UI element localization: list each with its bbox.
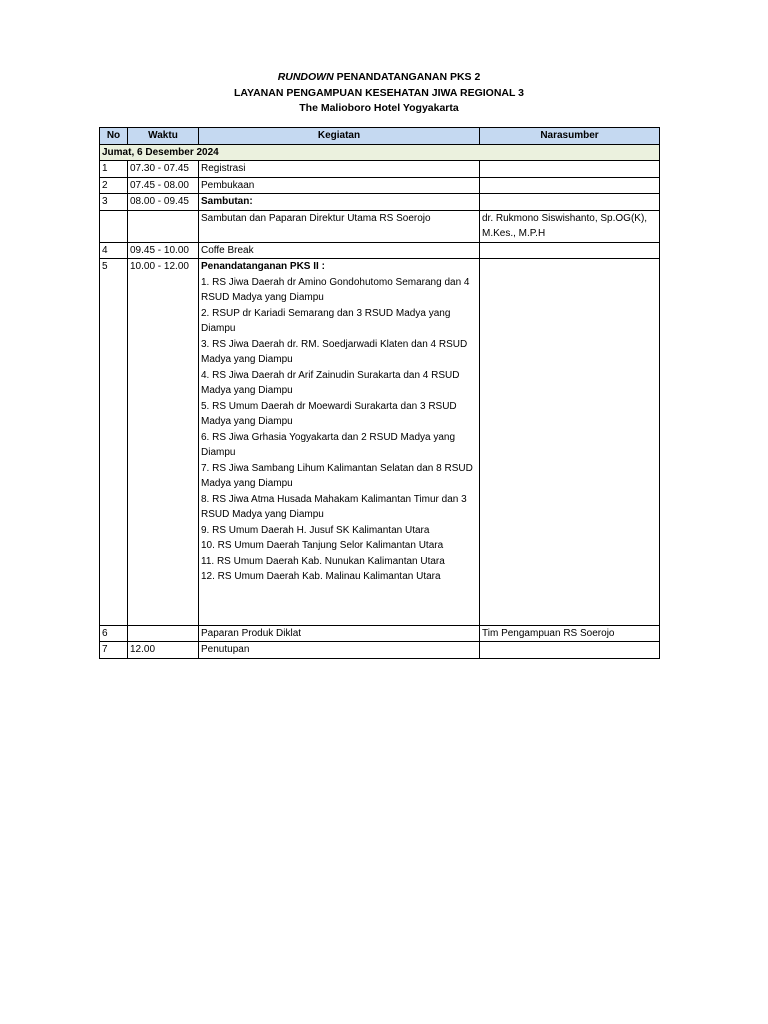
table-row <box>100 194 660 211</box>
cell-no: 6 <box>100 625 128 642</box>
cell-narasumber <box>480 642 660 659</box>
cell-no: 3 <box>100 194 128 211</box>
list-item: 5. RS Umum Daerah dr Moewardi Surakarta dan 3 RSUD Madya yang Diampu <box>201 400 457 427</box>
col-header-waktu: Waktu <box>128 128 199 145</box>
col-header-narasumber: Narasumber <box>480 128 660 145</box>
cell-no <box>100 210 128 242</box>
cell-kegiatan <box>199 259 480 626</box>
cell-kegiatan: Sambutan dan Paparan Direktur Utama RS Soerojo <box>199 210 480 242</box>
table-row <box>100 642 660 659</box>
col-header-no: No <box>100 128 128 145</box>
cell-waktu: 10.00 - 12.00 <box>128 259 199 626</box>
title-line-3: The Malioboro Hotel Yogyakarta <box>299 102 459 114</box>
title-rest: PENANDATANGANAN PKS 2 <box>333 71 481 83</box>
cell-waktu: 07.45 - 08.00 <box>128 177 199 194</box>
list-item: 6. RS Jiwa Grhasia Yogyakarta dan 2 RSUD Madya yang Diampu <box>201 431 456 458</box>
day-label: Jumat, 6 Desember 2024 <box>100 144 660 161</box>
list-item: 7. RS Jiwa Sambang Lihum Kalimantan Selatan dan 8 RSUD Madya yang Diampu <box>201 462 473 489</box>
list-item: 11. RS Umum Daerah Kab. Nunukan Kalimantan Utara <box>201 555 445 567</box>
day-row <box>100 144 660 161</box>
cell-no: 2 <box>100 177 128 194</box>
cell-narasumber: Tim Pengampuan RS Soerojo <box>480 625 660 642</box>
cell-narasumber <box>480 177 660 194</box>
cell-waktu: 12.00 <box>128 642 199 659</box>
list-item: 10. RS Umum Daerah Tanjung Selor Kalimantan Utara <box>201 540 444 551</box>
cell-narasumber <box>480 259 660 626</box>
list-item: 3. RS Jiwa Daerah dr. RM. Soedjarwadi Klaten dan 4 RSUD Madya yang Diampu <box>201 338 468 365</box>
cell-waktu: 08.00 - 09.45 <box>128 194 199 211</box>
cell-kegiatan: Penutupan <box>199 642 480 659</box>
table-row <box>100 242 660 259</box>
table-row <box>100 625 660 642</box>
list-item: 9. RS Umum Daerah H. Jusuf SK Kalimantan Utara <box>201 524 430 536</box>
cell-kegiatan: Sambutan: <box>199 194 480 211</box>
title-line-1 <box>99 70 659 86</box>
cell-narasumber <box>480 194 660 211</box>
cell-narasumber <box>480 161 660 178</box>
rundown-table <box>99 127 660 659</box>
cell-no: 4 <box>100 242 128 259</box>
cell-spacer <box>201 585 477 625</box>
list-item: 4. RS Jiwa Daerah dr Arif Zainudin Surakarta dan 4 RSUD Madya yang Diampu <box>201 369 460 396</box>
cell-narasumber <box>480 242 660 259</box>
cell-waktu <box>128 625 199 642</box>
list-item: 2. RSUP dr Kariadi Semarang dan 3 RSUD Madya yang Diampu <box>201 307 451 334</box>
cell-no: 1 <box>100 161 128 178</box>
table-header-row <box>100 128 660 145</box>
title-italic: RUNDOWN <box>277 71 334 83</box>
cell-waktu: 09.45 - 10.00 <box>128 242 199 259</box>
cell-kegiatan: Paparan Produk Diklat <box>199 625 480 642</box>
cell-waktu: 07.30 - 07.45 <box>128 161 199 178</box>
table-row <box>100 210 660 242</box>
list-item: 12. RS Umum Daerah Kab. Malinau Kalimantan Utara <box>201 571 441 582</box>
pks-heading: Penandatanganan PKS II : <box>201 261 325 272</box>
cell-no: 7 <box>100 642 128 659</box>
list-item: 1. RS Jiwa Daerah dr Amino Gondohutomo Semarang dan 4 RSUD Madya yang Diampu <box>201 276 470 303</box>
table-row <box>100 259 660 626</box>
title-line-2: LAYANAN PENGAMPUAN KESEHATAN JIWA REGIONAL 3 <box>234 86 524 99</box>
cell-kegiatan: Coffe Break <box>199 242 480 259</box>
document-title <box>99 70 659 117</box>
cell-narasumber: dr. Rukmono Siswishanto, Sp.OG(K), M.Kes., M.P.H <box>480 210 660 242</box>
cell-kegiatan: Registrasi <box>199 161 480 178</box>
table-row <box>100 161 660 178</box>
cell-no: 5 <box>100 259 128 626</box>
cell-kegiatan: Pembukaan <box>199 177 480 194</box>
col-header-kegiatan: Kegiatan <box>199 128 480 145</box>
table-row <box>100 177 660 194</box>
list-item: 8. RS Jiwa Atma Husada Mahakam Kalimantan Timur dan 3 RSUD Madya yang Diampu <box>201 493 467 520</box>
cell-waktu <box>128 210 199 242</box>
